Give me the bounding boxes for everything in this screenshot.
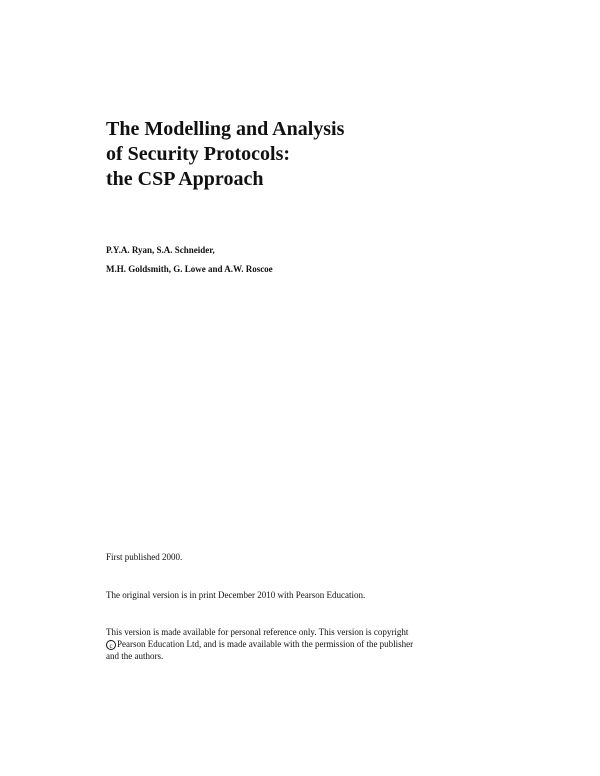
author-line-1: P.Y.A. Ryan, S.A. Schneider, (106, 245, 215, 255)
first-published-text: First published 2000. (106, 552, 183, 562)
first-published-note (106, 551, 506, 563)
book-title (106, 117, 526, 192)
author-list (106, 241, 526, 279)
author-line-2: M.H. Goldsmith, G. Lowe and A.W. Roscoe (106, 264, 273, 274)
title-line-3: the CSP Approach (106, 168, 264, 190)
copyright-line-1: This version is made available for personal reference only. This version is copyright (106, 627, 409, 637)
copyright-line-2 (106, 638, 506, 650)
copyright-line-2-text: Pearson Education Ltd, and is made available with the permission of the publisher (117, 639, 414, 649)
original-version-text: The original version is in print December 2010 with Pearson Education. (106, 590, 366, 600)
copyright-icon: c (106, 640, 116, 650)
copyright-notice (106, 626, 506, 662)
title-line-2: of Security Protocols: (106, 143, 291, 165)
copyright-line-3: and the authors. (106, 651, 164, 661)
original-version-note (106, 589, 506, 601)
title-line-1: The Modelling and Analysis (106, 118, 345, 140)
